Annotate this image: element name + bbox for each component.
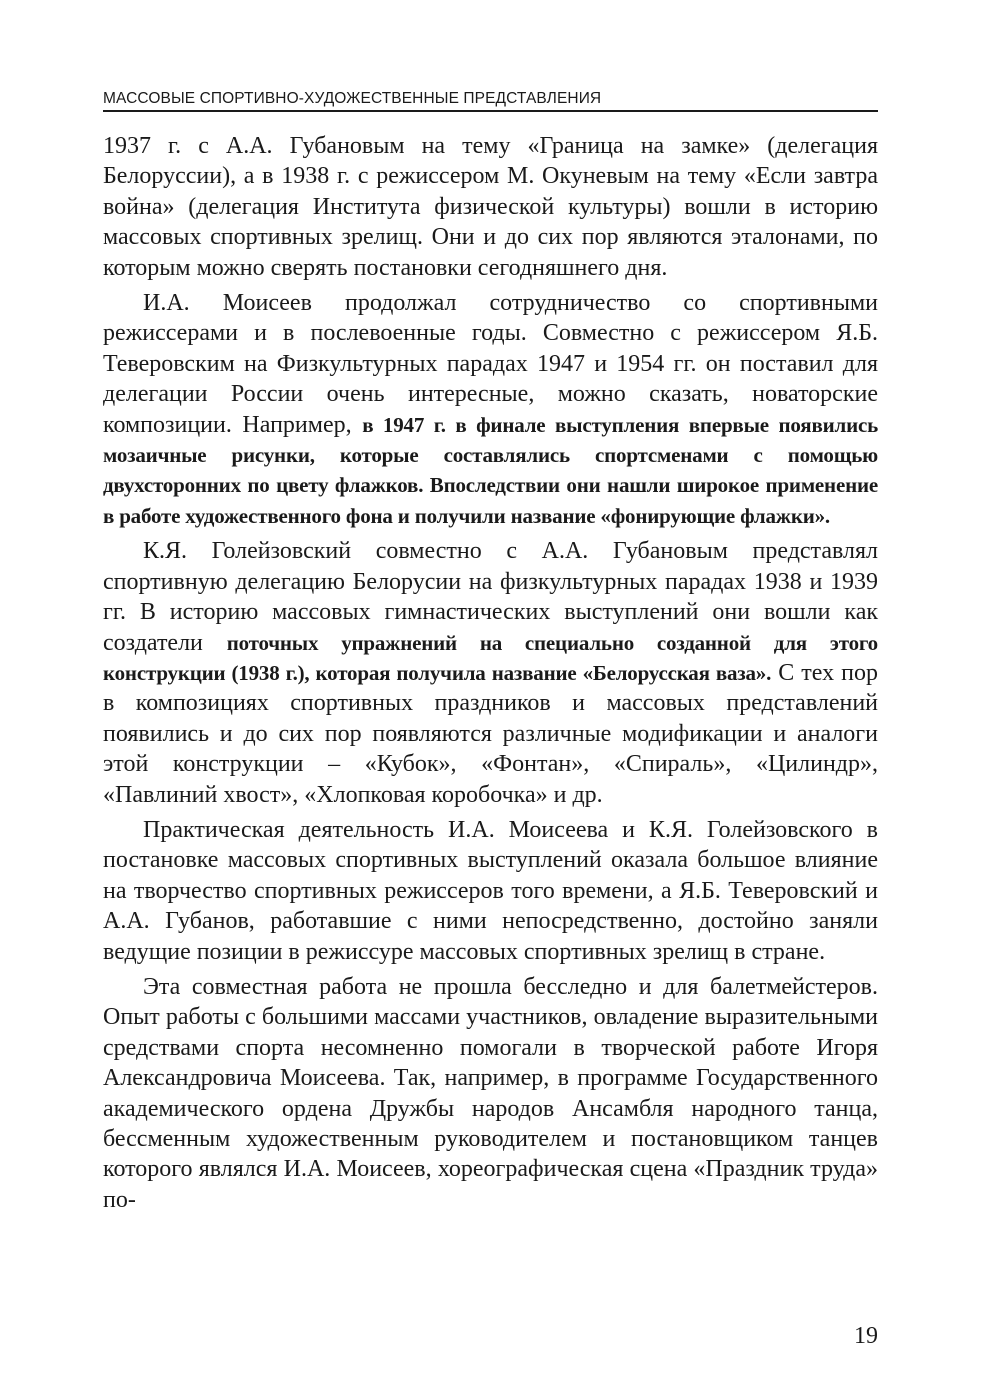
paragraph-text: Эта совместная работа не прошла бесследно и для балетмейстеров. Опыт работы с большими массами участников, овладение выразительными средствами спорта несомненно помогали в творческой работе Игоря Александровича Моисеева. Так, например, в программе Государственного академического ордена Дружбы народов Ансамбля народного танца, бессменным художественным руководителем и постановщиком танцев которого являлся И.А. Моисеев, хореографическая сцена «Праздник труда» по- [103,973,878,1213]
paragraph-moiseev-postwar [103,288,878,531]
paragraph-text: К.Я. Голейзовский совместно с А.А. Губановым представлял спортивную делегацию Белорусии на физкультурных парадах 1938 и 1939 гг. В историю массовых гимнастических выступлений они вошли как создатели [103,538,878,656]
paragraph-text: Практическая деятельность И.А. Моисеева и К.Я. Голейзовского в постановке массовых спортивных выступлений оказала большое влияние на творчество спортивных режиссеров того времени, а Я.Б. Теверовский и А.А. Губанов, работавшие с ними непосредственно, достойно заняли ведущие позиции в режиссуре массовых спортивных зрелищ в стране. [103,816,878,965]
bold-emphasis: в 1947 г. в финале выступления впервые появились мозаичные рисунки, которые составлялись спортсменами с помощью двухсторонних по цвету флажков. Впоследствии они нашли широкое применение в работе художественного фона и получили название «фонирующие флажки». [103,412,878,528]
paragraph-text: И.А. Моисеев продолжал сотрудничество со спортивными режиссерами и в послевоенные годы. Совместно с режиссером Я.Б. Теверовским на Физкультурных парадах 1947 и 1954 гг. он поставил для делегации России очень интересные, можно сказать, новаторские композиции. Например, [103,290,878,438]
paragraph-joint-work [103,972,878,1215]
running-header: МАССОВЫЕ СПОРТИВНО-ХУДОЖЕСТВЕННЫЕ ПРЕДСТАВЛЕНИЯ [103,90,602,107]
page-number: 19 [854,1323,878,1349]
paragraph-goleizovsky [103,536,878,810]
bold-emphasis: поточных упражнений на специально созданной для этого конструкции (1938 г.), которая получила название «Белорусская ваза». [103,630,878,685]
paragraph-continuation [103,131,878,283]
paragraph-text: С тех пор в композициях спортивных праздников и массовых представлений появились и до сих пор появляются различные модификации и аналоги этой конструкции – «Кубок», «Фонтан», «Спираль», «Цилиндр», «Павлиний хвост», «Хлопковая коробочка» и др. [103,659,878,808]
paragraph-text: 1937 г. с А.А. Губановым на тему «Граница на замке» (делегация Белоруссии), а в 1938 г. с режиссером М. Окуневым на тему «Если завтра война» (делегация Института физической культуры) вошли в историю массовых спортивных зрелищ. Они и до сих пор являются эталонами, по которым можно сверять постановки сегодняшнего дня. [103,133,878,281]
body-text [103,131,878,1220]
header-rule [103,110,878,112]
paragraph-practical-activity [103,815,878,967]
